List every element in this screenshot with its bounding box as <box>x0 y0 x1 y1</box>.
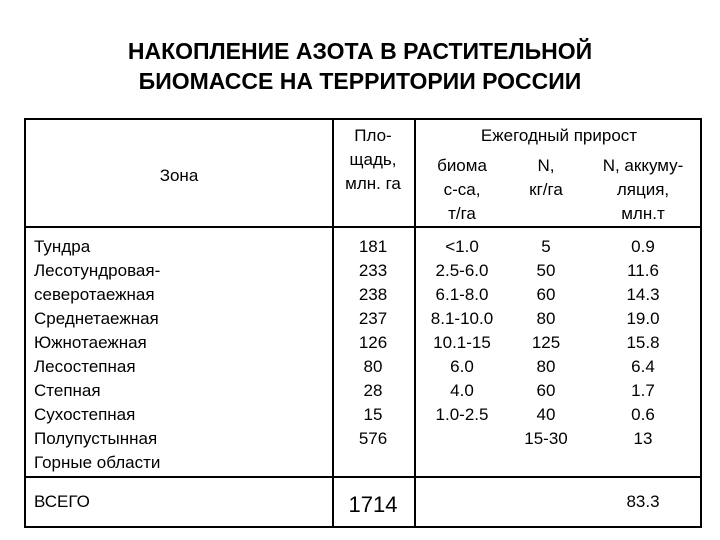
total-label: ВСЕГО <box>34 492 90 511</box>
n-accumulation-value: 6.4 <box>631 357 655 376</box>
zone-name: Полупустынная <box>34 429 158 448</box>
zone-name: Лесостепная <box>34 357 136 376</box>
slide-title <box>0 36 720 96</box>
header-n-accumulation: N, аккуму- ляция, млн.т <box>602 156 684 223</box>
header-area: Пло- щадь, млн. га <box>345 126 401 193</box>
nitrogen-table <box>24 118 702 528</box>
zone-name: Сухостепная <box>34 405 136 424</box>
zone-name: Тундра <box>34 237 91 256</box>
biomass-value: 4.0 <box>450 381 474 400</box>
zones-column <box>34 235 330 475</box>
biomass-value: 2.5-6.0 <box>435 261 489 280</box>
n-accumulation-value: 11.6 <box>627 261 659 280</box>
n-kg-value: 5 <box>541 237 551 256</box>
n-accumulation-value: 19.0 <box>626 309 660 328</box>
n-kg-value: 80 <box>536 309 556 328</box>
area-value: 181 <box>358 237 388 256</box>
biomass-value: 6.1-8.0 <box>435 285 489 304</box>
biomass-value: 1.0-2.5 <box>435 405 489 424</box>
biomass-value: 6.0 <box>450 357 474 376</box>
n-kg-value: 60 <box>536 285 556 304</box>
area-value: 28 <box>363 381 383 400</box>
total-n-accumulation: 83.3 <box>626 492 660 511</box>
header-divider <box>26 226 700 228</box>
area-value: 80 <box>363 357 383 376</box>
area-value: 126 <box>358 333 388 352</box>
n-accumulation-value: 15.8 <box>626 333 660 352</box>
zone-name: Южнотаежная <box>34 333 147 352</box>
area-value: 576 <box>358 429 388 448</box>
header-biomass: биома с-са, т/га <box>437 156 487 223</box>
n-kg-column <box>510 235 582 451</box>
n-kg-value: 125 <box>531 333 561 352</box>
title-line-1: НАКОПЛЕНИЕ АЗОТА В РАСТИТЕЛЬНОЙ <box>127 38 593 64</box>
n-accumulation-value: 0.6 <box>631 405 655 424</box>
biomass-value: 10.1-15 <box>433 333 491 352</box>
area-value: 233 <box>358 261 388 280</box>
n-kg-value: 15-30 <box>524 429 568 448</box>
n-kg-value: 60 <box>536 381 556 400</box>
header-n-kg: N, кг/га <box>529 156 563 199</box>
total-divider <box>26 476 700 478</box>
area-column <box>332 235 414 451</box>
n-accumulation-value: 14.3 <box>626 285 660 304</box>
n-accumulation-column <box>582 235 704 451</box>
header-annual-growth: Ежегодный прирост <box>480 126 638 145</box>
biomass-column <box>414 235 510 427</box>
n-kg-value: 80 <box>536 357 556 376</box>
n-accumulation-value: 1.7 <box>631 381 655 400</box>
zone-name: Лесотундровая- <box>34 261 161 280</box>
zone-name: Среднетаежная <box>34 309 159 328</box>
header-zone: Зона <box>159 166 199 185</box>
zone-name: Степная <box>34 381 101 400</box>
area-value: 237 <box>358 309 388 328</box>
biomass-value: <1.0 <box>445 237 479 256</box>
n-kg-value: 50 <box>536 261 556 280</box>
n-accumulation-value: 0.9 <box>631 237 655 256</box>
n-kg-value: 40 <box>536 405 556 424</box>
zone-name: северотаежная <box>34 285 155 304</box>
area-value: 238 <box>358 285 388 304</box>
area-value: 15 <box>363 405 383 424</box>
n-accumulation-value: 13 <box>633 429 653 448</box>
biomass-value: 8.1-10.0 <box>430 309 494 328</box>
title-line-2: БИОМАССЕ НА ТЕРРИТОРИИ РОССИИ <box>138 68 582 94</box>
total-area: 1714 <box>348 492 398 517</box>
zone-name: Горные области <box>34 453 161 472</box>
